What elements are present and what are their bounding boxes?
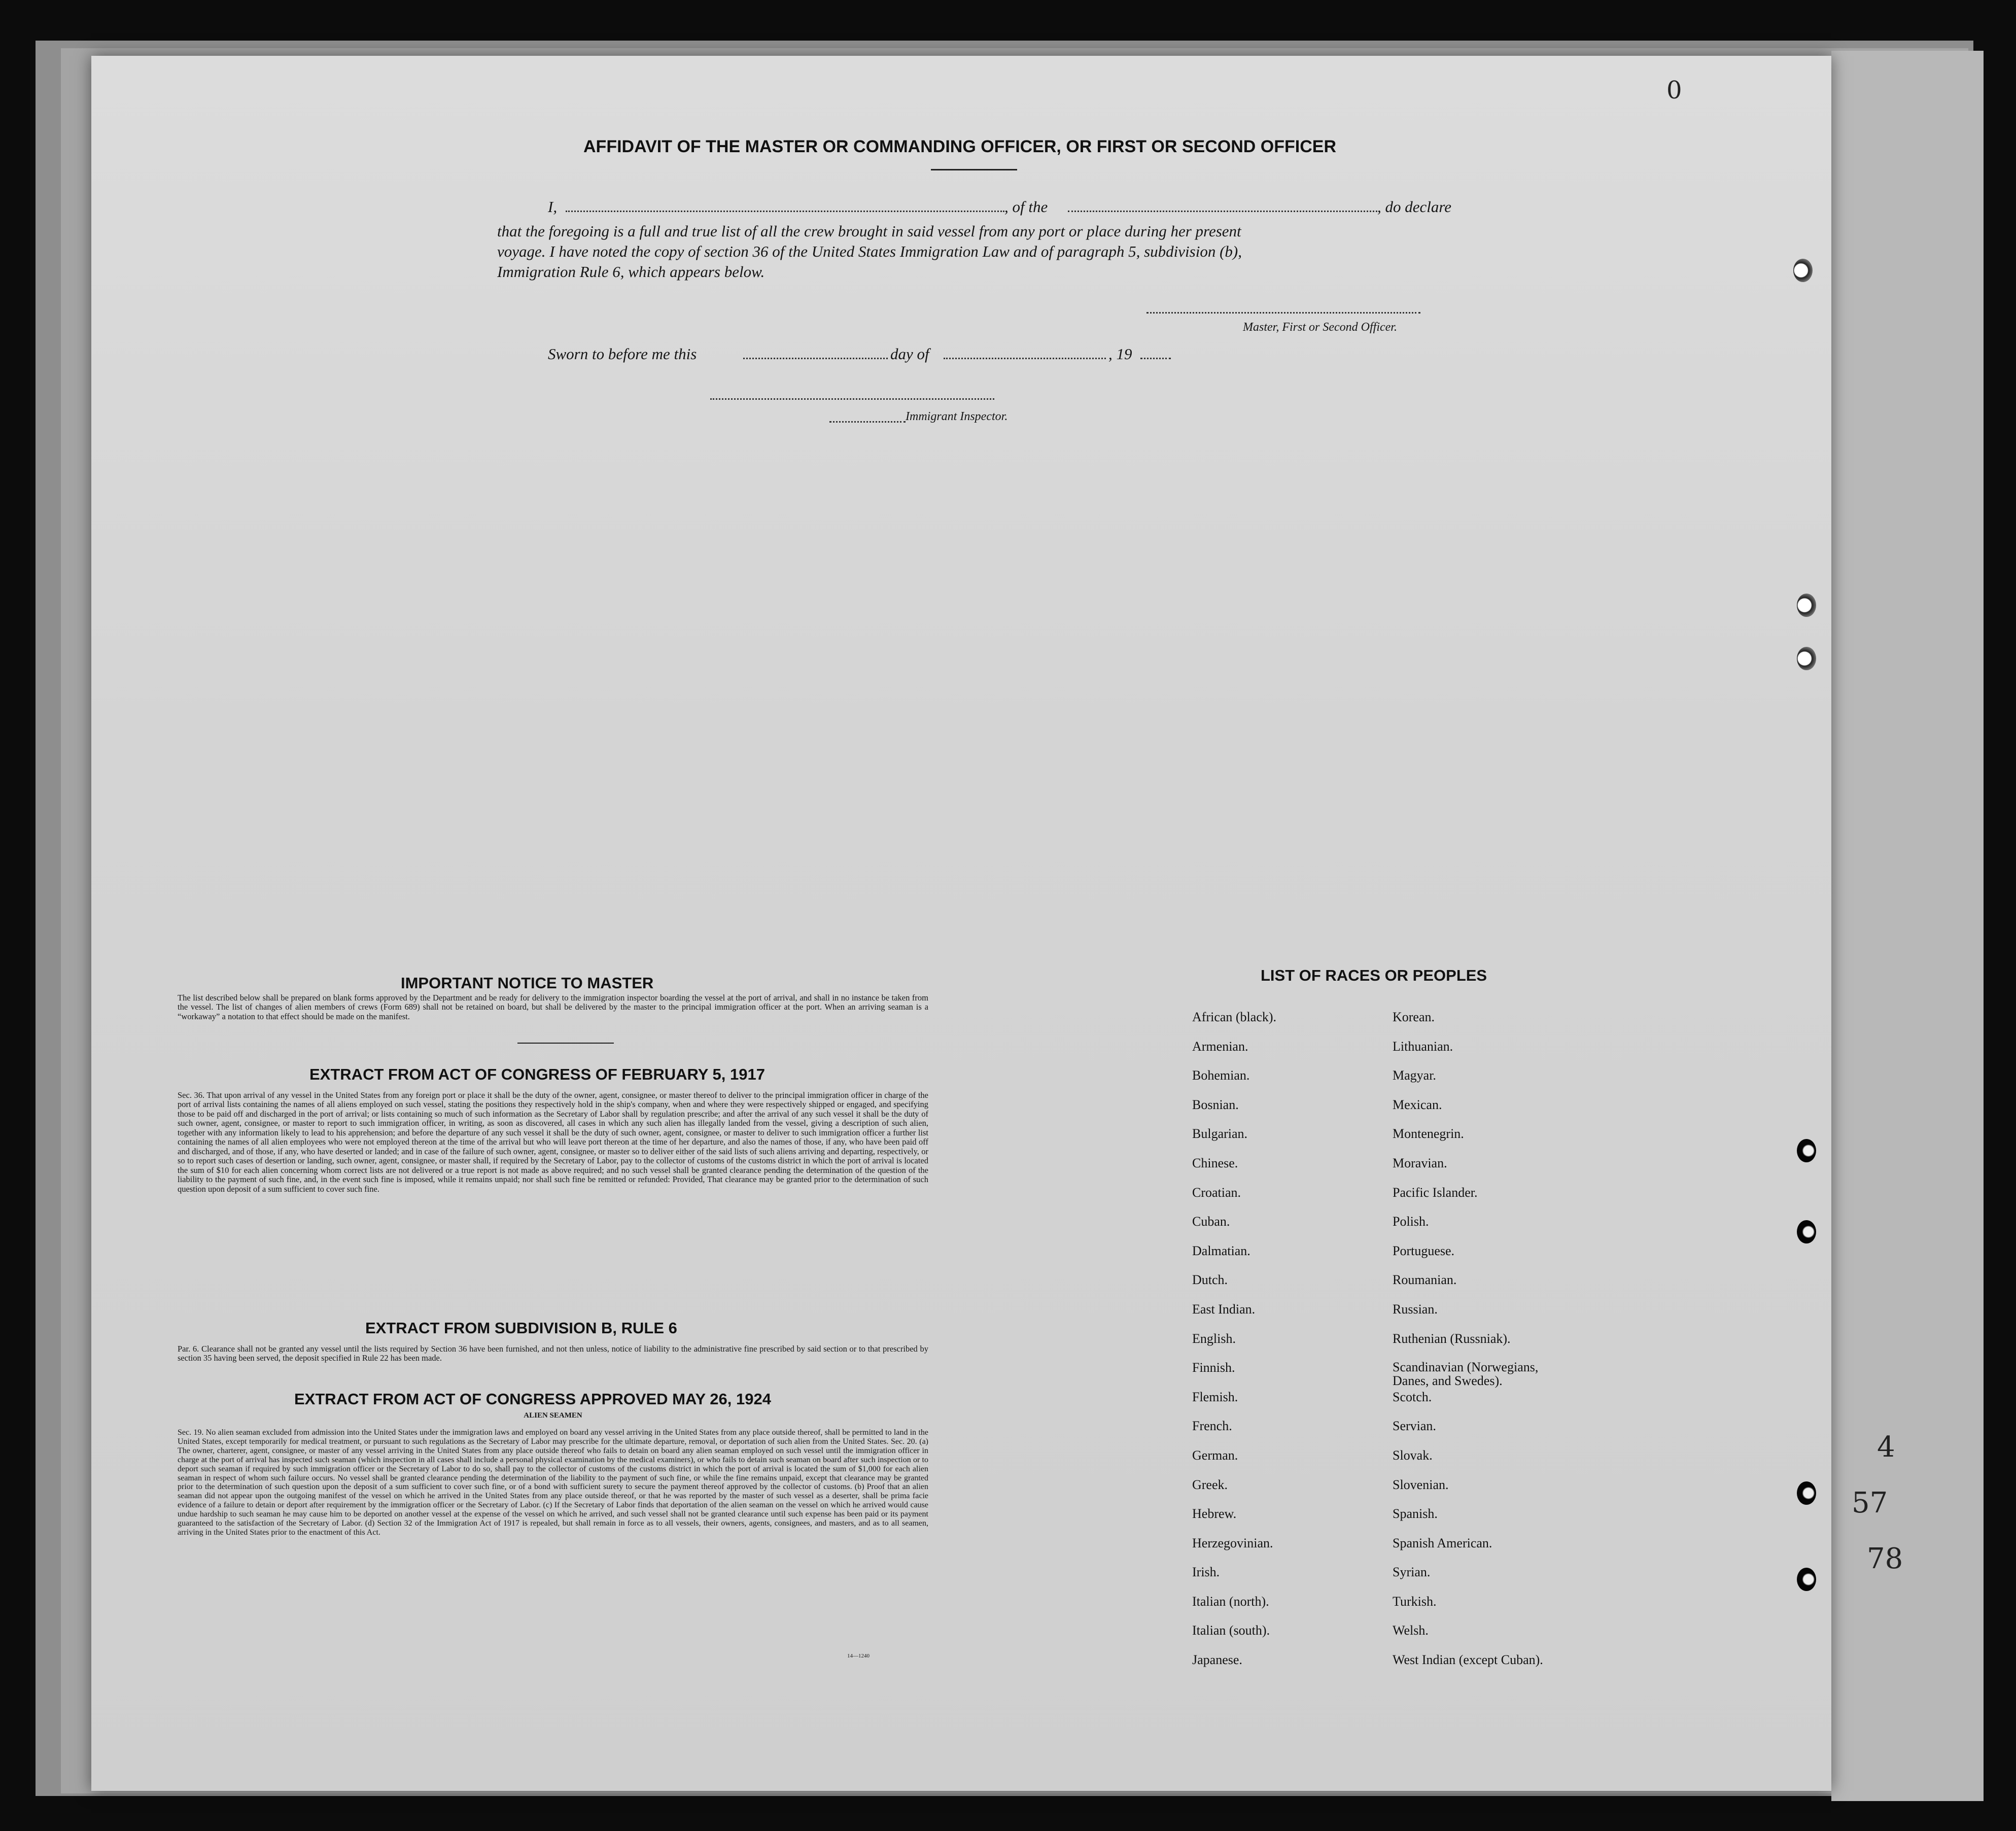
- race-item: Cuban.: [1192, 1214, 1230, 1229]
- race-item: Bohemian.: [1192, 1068, 1250, 1083]
- binder-hole: [1797, 1481, 1816, 1505]
- sworn-year-field[interactable]: [1140, 358, 1171, 359]
- race-item: Dalmatian.: [1192, 1243, 1250, 1258]
- race-item: Dutch.: [1192, 1272, 1228, 1288]
- race-item: Chinese.: [1192, 1155, 1238, 1170]
- race-item: Italian (north).: [1192, 1594, 1269, 1609]
- race-item: Italian (south).: [1192, 1623, 1270, 1638]
- notice-title: IMPORTANT NOTICE TO MASTER: [401, 974, 654, 992]
- race-item: Magyar.: [1393, 1068, 1436, 1083]
- race-item: Bosnian.: [1192, 1097, 1239, 1112]
- race-item: Ruthenian (Russniak).: [1393, 1331, 1511, 1346]
- affidavit-title: AFFIDAVIT OF THE MASTER OR COMMANDING OFFICER, OR FIRST OR SECOND OFFICER: [583, 137, 1336, 156]
- inspector-signature-underline[interactable]: [829, 421, 906, 423]
- i-label: I,: [548, 198, 558, 216]
- binder-hole: [1797, 1568, 1816, 1591]
- vessel-field[interactable]: [1068, 211, 1377, 212]
- affidavit-body-line3: Immigration Rule 6, which appears below.: [497, 263, 765, 281]
- races-column-2: [1393, 1010, 1565, 1682]
- race-item: Lithuanian.: [1393, 1039, 1453, 1054]
- do-declare-label: , do declare: [1377, 198, 1452, 216]
- affidavit-body-line1: that the foregoing is a full and true list of all the crew brought in said vessel from any port or place during her present: [497, 222, 1241, 240]
- extract-1924-title: EXTRACT FROM ACT OF CONGRESS APPROVED MAY 26, 1924: [294, 1390, 771, 1408]
- extract-1917-text: Sec. 36. That upon arrival of any vessel in the United States from any foreign port or place it shall be the duty of the owner, agent, consignee, or master thereof to deliver to the principal immigration officer in charge of the port of arrival lists containing the names of all aliens employed on such vessel, stating the positions they respectively hold in the ship's company, when and where they were respectively shipped or engaged, and specifying those to be paid off and discharged in the port of arrival; or lists containing so much of such information as the Secretary of Labor shall by regulation prescribe; and after the arrival of any such vessel it shall be the duty of such owner, agent, consignee, or master to report to such immigration officer, in writing, as soon as discovered, all cases in which any such alien has illegally landed from the vessel, giving a description of such alien, together with any information likely to lead to his apprehension; and before the departure of any such vessel it shall be the duty of such owner, agent, consignee, or master to deliver to such immigration officer a further list containing the names of all alien employees who were not employed thereon at the time of the arrival but who will leave port thereon at the time of her departure, and also the names of those, if any, who have been paid off and discharged, and of those, if any, who have deserted or landed; and in case of the failure of such owner, agent, consignee, or master so to deliver either of the said lists of such aliens arriving and departing, respectively, or so to report such cases of desertion or landing, such owner, agent, consignee, or master shall, if required by the Secretary of Labor, pay to the collector of customs of the customs district in which the port of arrival is located the sum of $10 for each alien concerning whom correct lists are not delivered or a true report is not made as above required; and no such vessel shall be granted clearance pending the determination of the question of the liability to the payment of such fine, and, in the event such fine is imposed, while it remains unpaid; nor shall such fine be remitted or refunded: Provided, That clearance may be granted prior to the determination of such question upon deposit of a sum sufficient to cover such fine.: [178, 1090, 928, 1194]
- notice-divider: [517, 1043, 614, 1044]
- race-item: Flemish.: [1192, 1389, 1238, 1404]
- binder-hole: [1797, 1220, 1816, 1243]
- race-item: Turkish.: [1393, 1594, 1437, 1609]
- title-divider: [931, 169, 1017, 170]
- race-item: French.: [1192, 1419, 1232, 1434]
- right-edge-sheet: [1831, 51, 1984, 1801]
- race-item: English.: [1192, 1331, 1236, 1346]
- binder-hole: [1797, 1139, 1816, 1162]
- race-item: Russian.: [1393, 1301, 1438, 1317]
- inspector-label: Immigrant Inspector.: [906, 410, 1008, 423]
- race-item: Portuguese.: [1393, 1243, 1455, 1258]
- race-item: Hebrew.: [1192, 1506, 1237, 1522]
- race-item: Herzegovinian.: [1192, 1535, 1273, 1550]
- sworn-month-field[interactable]: [944, 358, 1106, 359]
- of-the-label: , of the: [1004, 198, 1048, 216]
- race-item: Polish.: [1393, 1214, 1429, 1229]
- margin-note-2: 57: [1852, 1487, 1888, 1519]
- race-item: Servian.: [1393, 1419, 1436, 1434]
- race-item: Scotch.: [1393, 1389, 1432, 1404]
- race-item: Japanese.: [1192, 1652, 1242, 1668]
- race-item: Spanish.: [1393, 1506, 1438, 1522]
- race-item: Armenian.: [1192, 1039, 1248, 1054]
- notice-text: The list described below shall be prepared on blank forms approved by the Department and be ready for delivery to the immigration inspector boarding the vessel at the port of arrival, and shall in no instance be taken from the vessel. The list of changes of alien members of crews (Form 689) shall not be retained on board, but shall be delivered by the master to the principal immigration officer at the port. When an arriving seaman is a “workaway” a notation to that effect should be made on the manifest.: [178, 993, 928, 1021]
- race-item: Greek.: [1192, 1477, 1228, 1492]
- race-item: Syrian.: [1393, 1565, 1431, 1580]
- race-item: Croatian.: [1192, 1185, 1241, 1200]
- sworn-day-field[interactable]: [743, 358, 888, 359]
- binder-hole: [1797, 647, 1816, 670]
- race-item: African (black).: [1192, 1010, 1277, 1024]
- year-label: , 19: [1108, 345, 1132, 363]
- race-item: Slovak.: [1393, 1447, 1433, 1463]
- race-item: Welsh.: [1393, 1623, 1429, 1638]
- race-item: Roumanian.: [1393, 1272, 1457, 1288]
- extract-1917-title: EXTRACT FROM ACT OF CONGRESS OF FEBRUARY 5, 1917: [309, 1065, 765, 1083]
- race-item: Finnish.: [1192, 1360, 1235, 1375]
- race-item: Scandinavian (Norwegians, Danes, and Swedes).: [1393, 1360, 1539, 1389]
- extract-rule6-title: EXTRACT FROM SUBDIVISION B, RULE 6: [365, 1319, 677, 1337]
- race-item: Moravian.: [1393, 1155, 1447, 1170]
- name-field[interactable]: [566, 211, 1004, 212]
- race-item: Mexican.: [1393, 1097, 1442, 1112]
- race-item: Spanish American.: [1393, 1535, 1492, 1550]
- race-item: Korean.: [1393, 1010, 1435, 1024]
- extract-rule6-text: Par. 6. Clearance shall not be granted any vessel until the lists required by Section 36 have been furnished, and not then unless, notice of liability to the administrative fine prescribed by said section or to that prescribed by section 35 having been served, the deposit specified in Rule 22 has been made.: [178, 1344, 928, 1363]
- race-item: West Indian (except Cuban).: [1393, 1652, 1543, 1668]
- race-item: Irish.: [1192, 1565, 1220, 1580]
- form-number: 14—1240: [847, 1653, 870, 1659]
- race-item: Bulgarian.: [1192, 1126, 1248, 1142]
- master-signature-label: Master, First or Second Officer.: [1243, 321, 1397, 334]
- race-item: Slovenian.: [1393, 1477, 1449, 1492]
- day-of-label: day of: [890, 345, 929, 363]
- top-mark: 0: [1666, 76, 1682, 105]
- races-column-1: [1192, 1010, 1276, 1682]
- manifest-back-page: [91, 56, 1831, 1791]
- sworn-label: Sworn to before me this: [548, 345, 697, 363]
- extract-1924-subtitle: ALIEN SEAMEN: [524, 1411, 582, 1420]
- affidavit-body-line2: voyage. I have noted the copy of section 36 of the United States Immigration Law and of paragraph 5, subdivision (b),: [497, 243, 1242, 260]
- master-signature-field[interactable]: [1146, 312, 1420, 314]
- race-item: Montenegrin.: [1393, 1126, 1464, 1142]
- margin-note-1: 4: [1877, 1431, 1895, 1464]
- races-title: LIST OF RACES OR PEOPLES: [1261, 966, 1487, 984]
- race-item: East Indian.: [1192, 1301, 1256, 1317]
- binder-hole: [1797, 594, 1816, 617]
- extract-1924-text: Sec. 19. No alien seaman excluded from admission into the United States under the immigration laws and employed on board any vessel arriving in the United States from any place outside thereof, shall be permitted to land in the United States, except temporarily for medical treatment, or pursuant to such regulations as the Secretary of Labor may prescribe for the ultimate departure, removal, or deportation of such alien from the United States. Sec. 20. (a) The owner, charterer, agent, consignee, or master of any vessel arriving in the United States from any place outside thereof who fails to detain on board any alien seaman employed on such vessel until the immigration officer in charge at the port of arrival has inspected such seaman (which inspection in all cases shall include a personal physical examination by the medical examiners), or who fails to detain such seaman on board after such inspection or to deport such seaman if required by such immigration officer or the Secretary of Labor to do so, shall pay to the collector of customs of the customs district in which the port of arrival is located the sum of $1,000 for each alien seaman in respect of whom such failure occurs. No vessel shall be granted clearance pending the determination of the liability to the payment of such fine, or while the fine remains unpaid, except that clearance may be granted prior to the determination of such question upon the deposit of a sum sufficient to cover such fine, or of a bond with sufficient surety to secure the payment thereof approved by the collector of customs. (b) Proof that an alien seaman did not appear upon the outgoing manifest of the vessel on which he arrived in the United States from any place outside thereof, or that he was reported by the master of such vessel as a deserter, shall be prima facie evidence of a failure to detain or deport after requirement by the immigration officer or the Secretary of Labor. (c) If the Secretary of Labor finds that deportation of the alien seaman on the vessel on which he arrived would cause undue hardship to such seaman he may cause him to be deported on another vessel at the expense of the vessel on which he arrived, and such vessel shall not be granted clearance until such expense has been paid or its payment guaranteed to the satisfaction of the Secretary of Labor. (d) Section 32 of the Immigration Act of 1917 is repealed, but shall remain in force as to all vessels, their owners, agents, consignees, and masters, and as to all seamen, arriving in the United States prior to the enactment of this Act.: [178, 1428, 928, 1537]
- race-item: German.: [1192, 1447, 1238, 1463]
- binder-hole: [1793, 259, 1813, 282]
- inspector-signature-field[interactable]: [710, 398, 994, 400]
- race-item: Pacific Islander.: [1393, 1185, 1478, 1200]
- margin-note-3: 78: [1867, 1542, 1903, 1575]
